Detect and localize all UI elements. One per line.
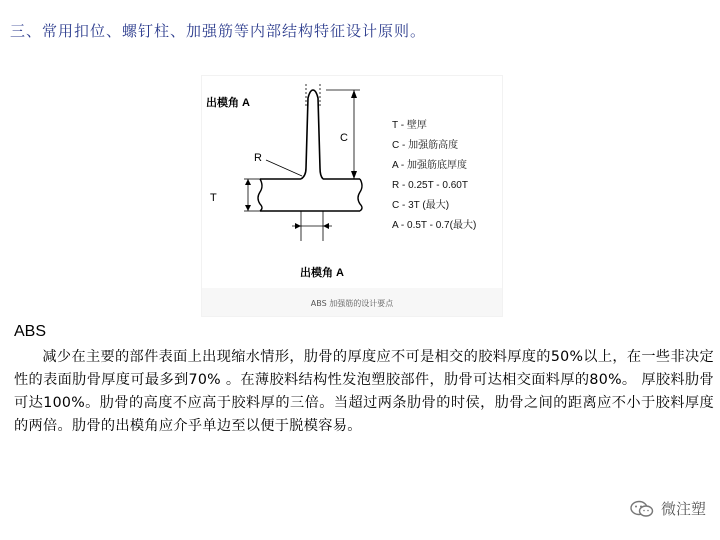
rib-design-figure	[202, 76, 502, 316]
dimension-t-label: T	[210, 192, 217, 204]
t-arrow-top	[245, 179, 251, 185]
figure-caption: ABS 加强筋的设计要点	[310, 299, 394, 308]
legend-item: A - 加强筋底厚度	[392, 160, 468, 171]
rib-outline	[301, 90, 323, 179]
wall-break-left	[258, 179, 262, 211]
dimension-c-label: C	[340, 132, 348, 144]
wall-break-right	[358, 179, 362, 211]
watermark-text: 微注塑	[660, 500, 706, 518]
a-arrow-left	[295, 223, 301, 229]
legend-item: A - 0.5T - 0.7(最大)	[392, 220, 477, 231]
c-arrow-top	[351, 90, 357, 98]
legend-item: R - 0.25T - 0.60T	[392, 180, 468, 191]
t-arrow-bottom	[245, 205, 251, 211]
watermark	[629, 498, 706, 519]
body-paragraph: 减少在主要的部件表面上出现缩水情形，肋骨的厚度应不可是相交的胶料厚度的50%以上，在一些非决定性的表面肋骨厚度可最多到70% 。在薄胶料结构性发泡塑胶部件，肋骨可达相交面料厚的80%。 厚胶料肋骨可达100%。肋骨的高度不应高于胶料厚的三倍。当超过两条肋骨的时侯，肋骨之间的距离应不小于胶料厚度的两倍。肋骨的出模角应介乎单边至以便于脱模容易。	[14, 349, 714, 434]
dimension-r-label: R	[254, 152, 262, 164]
legend-item: C - 3T (最大)	[392, 200, 450, 211]
draft-angle-top-label: 出模角 A	[206, 97, 250, 109]
rib-legend	[392, 116, 476, 236]
draft-angle-bottom-label: 出模角 A	[300, 267, 344, 279]
section-title: ABS	[14, 323, 47, 340]
page-heading: 三、常用扣位、螺钉柱、加强筋等内部结构特征设计原则。	[10, 22, 427, 40]
legend-item: T - 壁厚	[392, 120, 427, 131]
r-leader	[266, 160, 302, 176]
c-arrow-bottom	[351, 171, 357, 179]
a-arrow-right	[323, 223, 329, 229]
legend-item: C - 加强筋高度	[392, 140, 459, 151]
wechat-icon	[629, 499, 655, 519]
